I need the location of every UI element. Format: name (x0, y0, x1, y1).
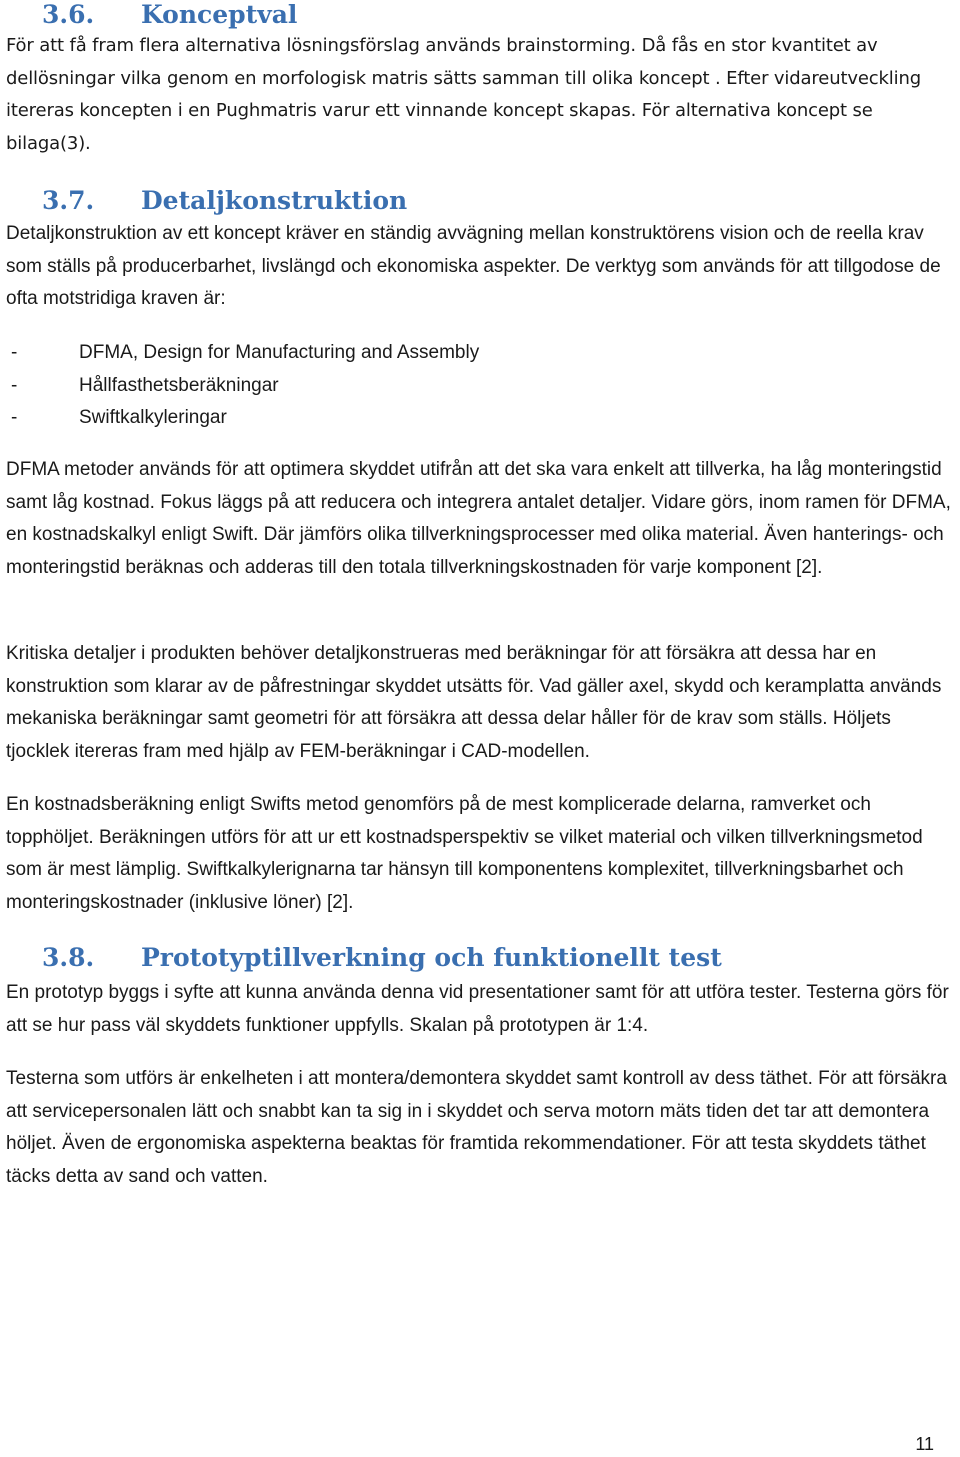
paragraph-kostnadsberakning: En kostnadsberäkning enligt Swifts metod genomförs på de mest komplicerade delarna, ramverket och topphöljet. Beräkningen utförs för att ur ett kostnadsperspektiv se vilket material och vilken tillverkningsmetod som är mest lämplig. Swiftkalkylerignarna tar hänsyn till komponentens komplexitet, tillverkningsbarhet och monteringskostnader (inklusive löner) [2]. (6, 794, 923, 913)
section-number: 3.7. (42, 186, 95, 215)
paragraph-kritiska-detaljer: Kritiska detaljer i produkten behöver detaljkonstrueras med beräkningar för att försäkra att dessa har en konstruktion som klarar av de påfrestningar skyddet utsätts för. Vad gäller axel, skydd och keramplatta används mekaniska beräkningar samt geometri för att försäkra att dessa delar håller för de krav som ställs. Höljets tjocklek itereras fram med hjälp av FEM-beräkningar i CAD-modellen. (6, 643, 942, 762)
paragraph-prototyp: En prototyp byggs i syfte att kunna använda denna vid presentationer samt för att utföra tester. Testerna görs för att se hur pass väl skyddets funktioner uppfylls. Skalan på prototypen är 1:4. (6, 982, 949, 1036)
page-number: 11 (915, 1434, 934, 1454)
section-title: Detaljkonstruktion (141, 186, 408, 215)
list-item (6, 370, 906, 403)
paragraph-dfma: DFMA metoder används för att optimera skyddet utifrån att det ska vara enkelt att tillverka, ha låg monteringstid samt låg kostnad. Fokus läggs på att reducera och integrera antalet detaljer. Vidare görs, inom ramen för DFMA, en kostnadskalkyl enligt Swift. Där jämförs olika tillverkningsprocesser med olika material. Även hanterings- och monteringstid beräknas och adderas till den totala tillverkningskostnaden för varje komponent [2]. (6, 459, 951, 578)
paragraph-konceptval: För att få fram flera alternativa lösningsförslag används brainstorming. Då fås en stor kvantitet av dellösningar vilka genom en morfologisk matris sätts samman till olika koncept . Efter vidareutveckling itereras koncepten i en Pughmatris varur ett vinnande koncept skapas. För alternativa koncept se bilaga(3). (6, 35, 922, 154)
list-item-text: DFMA, Design for Manufacturing and Assembly (79, 342, 480, 363)
list-item-text: Hållfasthetsberäkningar (79, 374, 279, 396)
section-heading-3-7 (42, 186, 407, 216)
section-number: 3.6. (42, 0, 95, 29)
list-dash: - (11, 342, 18, 363)
section-heading-3-6 (42, 0, 297, 30)
tools-list (6, 337, 906, 435)
list-dash: - (11, 407, 18, 428)
list-item (6, 402, 906, 435)
list-item (6, 337, 906, 370)
section-title: Prototyptillverkning och funktionellt test (141, 943, 722, 972)
list-dash: - (11, 374, 18, 396)
section-number: 3.8. (42, 943, 95, 972)
section-title: Konceptval (141, 0, 298, 29)
list-item-text: Swiftkalkyleringar (79, 407, 227, 428)
paragraph-tester: Testerna som utförs är enkelheten i att montera/demontera skyddet samt kontroll av dess täthet. För att försäkra att servicepersonalen lätt och snabbt kan ta sig in i skyddet och serva motorn mäts tiden det tar att demontera höljet. Även de ergonomiska aspekterna beaktas för framtida rekommendationer. För att testa skyddets täthet täcks detta av sand och vatten. (6, 1068, 947, 1187)
paragraph-detaljkonstruktion-intro: Detaljkonstruktion av ett koncept kräver en ständig avvägning mellan konstruktörens vision och de reella krav som ställs på producerbarhet, livslängd och ekonomiska aspekter. De verktyg som används för att tillgodose de ofta motstridiga kraven är: (6, 223, 941, 309)
section-heading-3-8 (42, 943, 722, 973)
